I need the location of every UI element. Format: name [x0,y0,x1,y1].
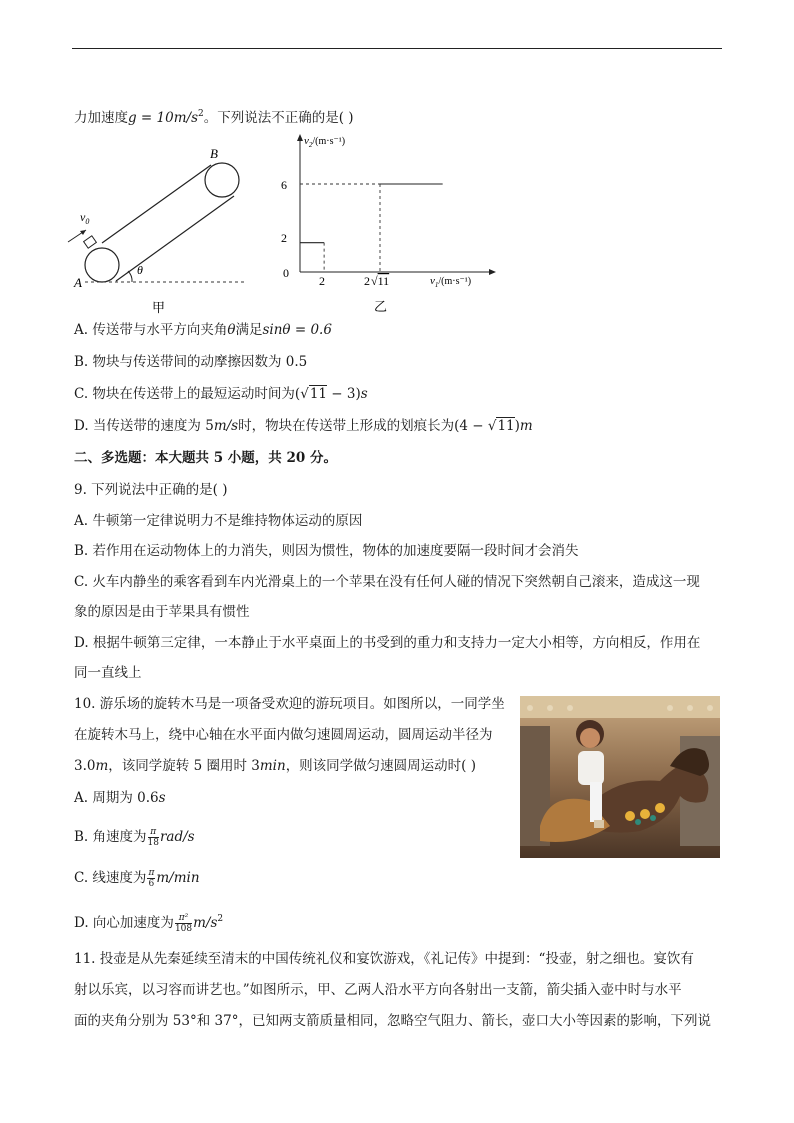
tick-origin: 0 [283,266,289,280]
label-A: A [74,275,82,290]
figure-graph [278,128,508,316]
q10-unit-min: min [259,758,286,774]
x-axis-arrow [489,269,496,275]
tick-x-2sqrt11: 2√11 [364,274,390,288]
q11-line3: 面的夹角分别为 53°和 37°，已知两支箭质量相同，忽略空气阻力、箭长，壶口大小等因素的影响，下列说 [74,1013,711,1029]
q8-option-d: D. 当传送带的速度为 5m/s时，物块在传送带上形成的划痕长为(4 − √11)m [74,418,533,434]
q8-option-c-text: C. 物块在传送带上的最短运动时间为( [74,386,301,402]
tick-y-2: 2 [281,231,287,245]
q8-option-c-unit: s [360,386,368,402]
q10-option-d-num: π² [175,913,192,924]
q10-option-a [74,788,166,808]
q10-question: ，则该同学做匀速圆周运动时( ) [285,758,477,774]
label-B: B [210,146,218,161]
intro-text: 力加速度 [74,110,128,126]
intro-question: 。下列说法不正确的是( ) [203,110,354,126]
plot-layer [300,184,443,272]
q10-option-d-text: D. 向心加速度为 [74,915,174,931]
y-axis-label: $v_2/(m\cdot s^{-1})$ [304,135,346,149]
q8-option-d-post: ) [514,418,520,434]
belt-bottom-edge [116,196,234,281]
q9-option-b: B. 若作用在运动物体上的力消失，则因为惯性，物体的加速度要隔一段时间才会消失 [74,543,579,559]
q9-option-c-line1: C. 火车内静坐的乘客看到车内光滑桌上的一个苹果在没有任何人碰的情况下突然朝自己滚来，造成这一现 [74,574,700,590]
q10-option-b-den: 18 [147,838,159,848]
q10-option-b-num: π [148,827,159,838]
q11-line2: 射以乐宾，以习容而讲艺也。”如图所示，甲、乙两人沿水平方向各射出一支箭，箭尖插入壶中时与水平 [74,982,682,998]
pulley-B [205,163,239,197]
q10-option-c [74,865,200,891]
q8-option-b: B. 物块与传送带间的动摩擦因数为 0.5 [74,354,308,370]
section-title: 二、多选题：本大题共 5 小题，共 20 分。 [74,450,337,466]
intro-line [74,104,354,128]
q10-option-d [74,906,223,936]
v0-arrowhead [80,230,86,235]
q9-option-d-line1: D. 根据牛顿第三定律，一本静止于水平桌面上的书受到的重力和支持力一定大小相等，方向相反，作用在 [74,635,701,651]
gravity-formula: g = 10m/s [128,110,198,126]
q10-option-d-exp: 2 [217,914,224,924]
q8-option-d-mid: 时，物块在传送带上形成的划痕长为(4 − [238,418,488,434]
block [84,236,97,248]
q8-sin-formula: sinθ = 0.6 [262,322,332,338]
figure-conveyor [60,140,260,315]
q10-radius: 3.0 [74,758,96,774]
x-axis-label: $v_1/(m\cdot s^{-1})$ [430,275,472,289]
gravity-exponent: 2 [198,109,204,119]
q10-stem-line3 [74,756,476,776]
carousel-photo [520,696,720,858]
q8-option-d-unit1: m/s [213,418,239,434]
q10-option-d-den: 108 [174,924,193,934]
q9-option-c-line2: 象的原因是由于苹果具有惯性 [74,604,250,620]
q10-mid: ，该同学旋转 5 圈用时 3 [108,758,260,774]
tick-x-2: 2 [319,274,325,288]
q9-option-d-line2: 同一直线上 [74,665,142,681]
q10-stem-line1: 10. 游乐场的旋转木马是一项备受欢迎的游玩项目。如图所以，一同学坐 [74,696,505,712]
tick-y-6: 6 [281,178,287,192]
q8-option-a-text: A. 传送带与水平方向夹角 [74,322,228,338]
q8-option-a-mid: 满足 [235,322,263,338]
q10-unit-m: m [95,758,109,774]
y-axis-arrow [297,134,303,141]
q10-option-c-unit: m/min [156,870,200,886]
q8-option-d-radicand: 11 [497,418,515,434]
q11-line1: 11. 投壶是从先秦延续至清末的中国传统礼仪和宴饮游戏，《礼记传》中提到：“投壶，射之细也。宴饮有 [74,951,694,967]
label-theta: θ [137,263,143,277]
caption-yi: 乙 [374,299,388,314]
q10-option-b-unit: rad/s [159,829,195,845]
q10-option-c-text: C. 线速度为 [74,870,147,886]
q10-option-d-unit: m/s [193,915,218,931]
header-rule [72,48,722,49]
q8-option-c: C. 物块在传送带上的最短运动时间为(√11 − 3)s [74,386,368,402]
q10-option-c-den: 6 [148,879,155,889]
q8-theta: θ [227,322,236,338]
q10-option-b-text: B. 角速度为 [74,829,147,845]
q10-stem-line2: 在旋转木马上，绕中心轴在水平面内做匀速圆周运动，圆周运动半径为 [74,727,493,743]
label-v0: $v_0$ [80,210,90,226]
q9-option-a: A. 牛顿第一定律说明力不是维持物体运动的原因 [74,513,363,529]
q10-option-a-text: A. 周期为 0.6 [74,790,159,806]
belt-top-edge [102,165,211,243]
q10-option-b [74,824,195,850]
q10-option-c-num: π [148,868,155,878]
q8-option-d-unit2: m [519,418,533,434]
q8-option-d-text: D. 当传送带的速度为 5 [74,418,214,434]
pulley-A [85,248,119,282]
caption-jia: 甲 [152,300,166,315]
q10-option-a-unit: s [158,790,166,806]
q9-stem: 9. 下列说法中正确的是( ) [74,482,228,498]
q8-option-c-radicand: 11 [309,386,327,402]
q8-option-c-post: − 3) [327,386,361,402]
q8-option-a [74,320,332,340]
